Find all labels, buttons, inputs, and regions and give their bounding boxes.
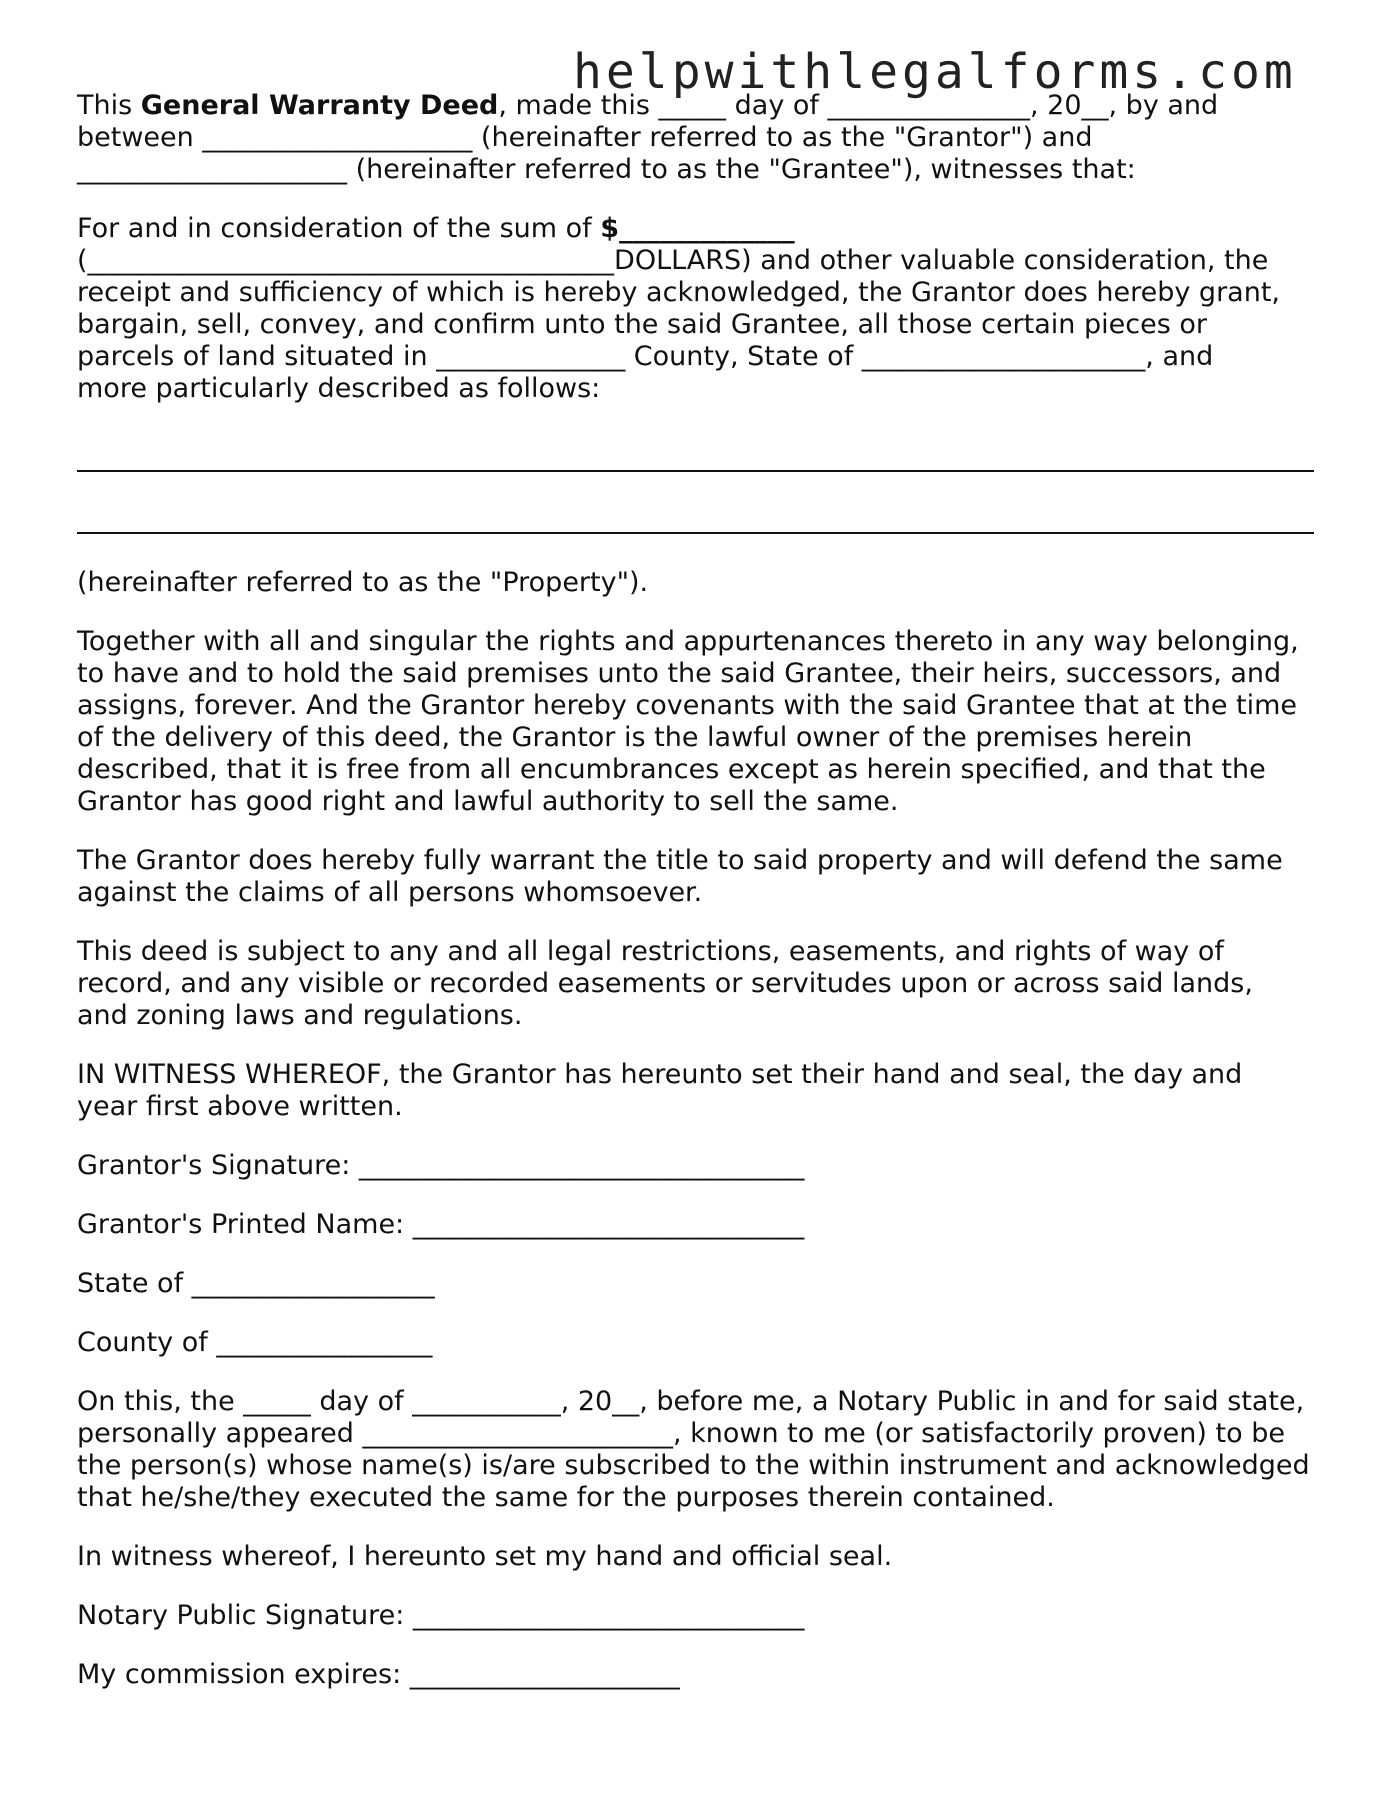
amount-blank: _____________: [619, 213, 795, 244]
consideration-line-4: bargain, sell, convey, and confirm unto the said Grantee, all those certain pieces or: [77, 309, 1207, 340]
consideration-line-3: receipt and sufficiency of which is hereby acknowledged, the Grantor does hereby grant,: [77, 277, 1280, 308]
notary-signature-field[interactable]: Notary Public Signature: _____________________________: [77, 1600, 805, 1631]
witness-paragraph: IN WITNESS WHEREOF, the Grantor has hereunto set their hand and seal, the day and year first above written.: [77, 1059, 1243, 1122]
consideration-line-1: For and in consideration of the sum of $_____________: [77, 213, 795, 244]
watermark: helpwithlegalforms.com: [573, 44, 1297, 100]
consideration-line-6: more particularly described as follows:: [77, 373, 601, 404]
intro-line-1: This General Warranty Deed, made this _____ day of _______________, 20__, by and: [77, 90, 1219, 121]
property-description-line-1[interactable]: [77, 470, 1314, 472]
consideration-line-2: (_______________________________________DOLLARS) and other valuable consideration, the: [77, 245, 1269, 276]
state-field[interactable]: State of __________________: [77, 1268, 435, 1299]
property-reference: (hereinafter referred to as the "Property").: [77, 567, 649, 598]
consideration-line-5: parcels of land situated in ______________ County, State of _____________________, and: [77, 341, 1214, 372]
warrant-paragraph: The Grantor does hereby fully warrant the title to said property and will defend the same against the claims of all persons whomsoever.: [77, 845, 1283, 908]
grantor-printed-name-field[interactable]: Grantor's Printed Name: _____________________________: [77, 1209, 805, 1240]
intro-paragraph: [77, 90, 1327, 186]
deed-document: [77, 90, 1327, 1718]
grantor-signature-field[interactable]: Grantor's Signature: _________________________________: [77, 1150, 805, 1181]
intro-line-3: ____________________ (hereinafter referred to as the "Grantee"), witnesses that:: [77, 154, 1136, 185]
county-field[interactable]: County of ________________: [77, 1327, 433, 1358]
notary-witness-statement: In witness whereof, I hereunto set my hand and official seal.: [77, 1541, 893, 1572]
dollar-sign: $: [600, 213, 620, 244]
commission-expires-field[interactable]: My commission expires: ____________________: [77, 1659, 680, 1690]
subject-paragraph: This deed is subject to any and all legal restrictions, easements, and rights of way of record, and any visible or recorded easements or servitudes upon or across said lands, and zoning laws and regulations.: [77, 936, 1253, 1031]
consideration-paragraph: [77, 213, 1327, 405]
intro-line-2: between ____________________ (hereinafter referred to as the "Grantor") and: [77, 122, 1093, 153]
deed-title: General Warranty Deed: [140, 90, 499, 121]
property-description-line-2[interactable]: [77, 532, 1314, 534]
together-paragraph: Together with all and singular the rights and appurtenances thereto in any way belonging, to have and to hold the said premises unto the said Grantee, their heirs, successors, and assigns, forever. And the Grantor hereby covenants with the said Grantee that at the time of the delivery of this deed, the Grantor is the lawful owner of the premises herein described, that it is free from all encumbrances except as herein specified, and that the Grantor has good right and lawful authority to sell the same.: [77, 626, 1299, 817]
notary-acknowledgment: On this, the _____ day of ___________, 20__, before me, a Notary Public in and for said state, personally appeared _______________________, known to me (or satisfactorily proven) to be the person(s) whose name(s) is/are subscribed to the within instrument and acknowledged that he/she/they executed the same for the purposes therein contained.: [77, 1386, 1310, 1513]
